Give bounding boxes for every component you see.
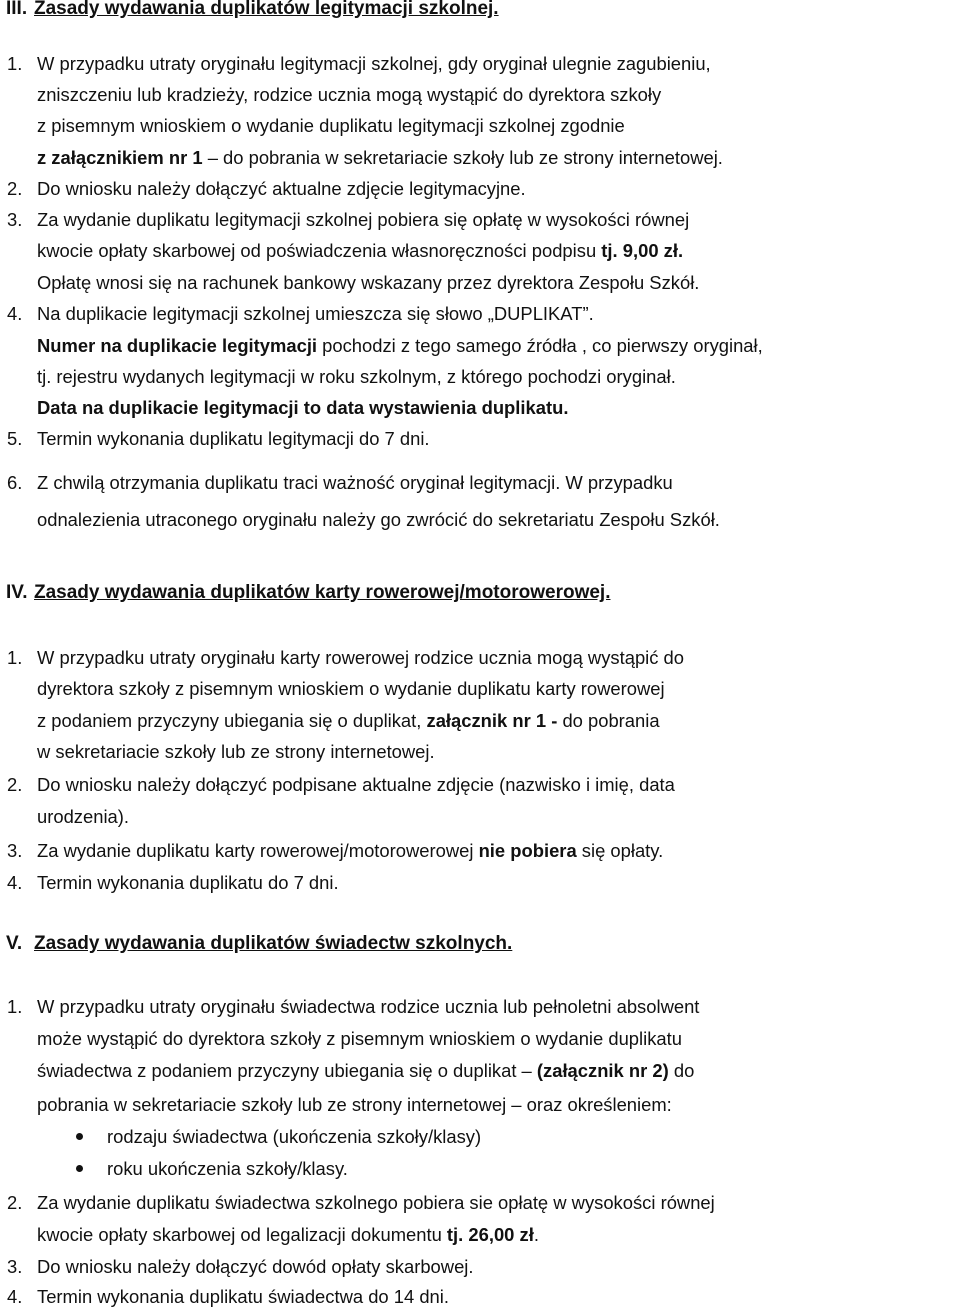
paragraph-line: Termin wykonania duplikatu do 7 dni. [37, 872, 339, 893]
text-span: kwocie opłaty skarbowej od poświadczenia własnoręczności podpisu [37, 240, 602, 261]
paragraph-line: Z chwilą otrzymania duplikatu traci ważność oryginał legitymacji. W przypadku [37, 472, 673, 493]
paragraph-line [37, 708, 660, 734]
text-span: pochodzi z tego samego źródła , co pierwszy oryginał, [317, 335, 763, 356]
text-span: Za wydanie duplikatu karty rowerowej/motorowerowej [37, 840, 479, 861]
section-4-heading [6, 580, 611, 606]
bullet-item: roku ukończenia szkoły/klasy. [107, 1158, 348, 1179]
item-number: 4. [7, 1286, 23, 1307]
paragraph-line [37, 395, 568, 421]
text-span: do [668, 1060, 695, 1081]
bold-text: z załącznikiem nr 1 [37, 147, 203, 168]
section-5-heading [6, 931, 512, 957]
item-number: 1. [7, 53, 23, 74]
section-number: IV. [6, 582, 28, 603]
paragraph-line [37, 238, 683, 264]
bold-text: tj. 9,00 zł. [601, 240, 684, 261]
paragraph-line: z pisemnym wnioskiem o wydanie duplikatu legitymacji szkolnej zgodnie [37, 115, 625, 136]
bold-text: Numer na duplikacie legitymacji [37, 335, 318, 356]
section-title: Zasady wydawania duplikatów karty rowerowej/motorowerowej. [34, 582, 611, 603]
bold-text: nie pobiera [478, 840, 577, 861]
item-number: 4. [7, 872, 23, 893]
paragraph-line: Za wydanie duplikatu świadectwa szkolnego pobiera sie opłatę w wysokości równej [37, 1192, 715, 1213]
text-span: z podaniem przyczyny ubiegania się o duplikat, [37, 710, 427, 731]
paragraph-line: Na duplikacie legitymacji szkolnej umieszcza się słowo „DUPLIKAT”. [37, 303, 594, 324]
bold-text: (załącznik nr 2) [536, 1060, 669, 1081]
bullet-item: rodzaju świadectwa (ukończenia szkoły/klasy) [107, 1126, 482, 1147]
text-span: . [533, 1224, 539, 1245]
paragraph-line [37, 145, 723, 171]
paragraph-line [37, 838, 663, 864]
paragraph-line [37, 333, 763, 359]
bold-text: Data na duplikacie legitymacji to data wystawienia duplikatu. [37, 397, 569, 418]
item-number: 2. [7, 774, 23, 795]
paragraph-line: może wystąpić do dyrektora szkoły z pisemnym wnioskiem o wydanie duplikatu [37, 1028, 682, 1049]
text-span: się opłaty. [576, 840, 664, 861]
section-title: Zasady wydawania duplikatów legitymacji szkolnej. [34, 0, 499, 19]
paragraph-line: zniszczeniu lub kradzieży, rodzice ucznia mogą wystąpić do dyrektora szkoły [37, 84, 662, 105]
paragraph-line: W przypadku utraty oryginału legitymacji szkolnej, gdy oryginał ulegnie zagubieniu, [37, 53, 711, 74]
item-number: 3. [7, 209, 23, 230]
paragraph-line: W przypadku utraty oryginału świadectwa rodzice ucznia lub pełnoletni absolwent [37, 996, 700, 1017]
paragraph-line: W przypadku utraty oryginału karty rowerowej rodzice ucznia mogą wystąpić do [37, 647, 685, 668]
paragraph-line: Opłatę wnosi się na rachunek bankowy wskazany przez dyrektora Zespołu Szkół. [37, 272, 700, 293]
paragraph-line: pobrania w sekretariacie szkoły lub ze strony internetowej – oraz określeniem: [37, 1094, 672, 1115]
paragraph-line: odnalezienia utraconego oryginału należy go zwrócić do sekretariatu Zespołu Szkół. [37, 509, 720, 530]
item-number: 3. [7, 840, 23, 861]
bullet-icon [76, 1165, 83, 1172]
paragraph-line: dyrektora szkoły z pisemnym wnioskiem o wydanie duplikatu karty rowerowej [37, 678, 665, 699]
paragraph-line: Za wydanie duplikatu legitymacji szkolnej pobiera się opłatę w wysokości równej [37, 209, 690, 230]
paragraph-line: Do wniosku należy dołączyć podpisane aktualne zdjęcie (nazwisko i imię, data [37, 774, 675, 795]
paragraph-line: Do wniosku należy dołączyć aktualne zdjęcie legitymacyjne. [37, 178, 526, 199]
item-number: 4. [7, 303, 23, 324]
item-number: 2. [7, 1192, 23, 1213]
text-span: do pobrania [557, 710, 660, 731]
paragraph-line [37, 1222, 539, 1248]
text-span: świadectwa z podaniem przyczyny ubiegania się o duplikat – [37, 1060, 537, 1081]
item-number: 5. [7, 428, 23, 449]
bold-text: tj. 26,00 zł [446, 1224, 534, 1245]
section-3-heading [6, 0, 499, 22]
item-number: 6. [7, 472, 23, 493]
item-number: 1. [7, 647, 23, 668]
section-title: Zasady wydawania duplikatów świadectw szkolnych. [34, 933, 513, 954]
text-span: – do pobrania w sekretariacie szkoły lub ze strony internetowej. [202, 147, 723, 168]
paragraph-line: tj. rejestru wydanych legitymacji w roku szkolnym, z którego pochodzi oryginał. [37, 366, 676, 387]
item-number: 2. [7, 178, 23, 199]
paragraph-line: w sekretariacie szkoły lub ze strony internetowej. [37, 741, 435, 762]
item-number: 3. [7, 1256, 23, 1277]
paragraph-line: Do wniosku należy dołączyć dowód opłaty skarbowej. [37, 1256, 474, 1277]
section-number: III. [6, 0, 28, 19]
paragraph-line: Termin wykonania duplikatu świadectwa do 14 dni. [37, 1286, 449, 1307]
paragraph-line: urodzenia). [37, 806, 130, 827]
text-span: kwocie opłaty skarbowej od legalizacji dokumentu [37, 1224, 447, 1245]
item-number: 1. [7, 996, 23, 1017]
bullet-icon [76, 1133, 83, 1140]
bold-text: załącznik nr 1 - [426, 710, 558, 731]
paragraph-line: Termin wykonania duplikatu legitymacji do 7 dni. [37, 428, 430, 449]
paragraph-line [37, 1058, 694, 1084]
section-number: V. [6, 933, 23, 954]
